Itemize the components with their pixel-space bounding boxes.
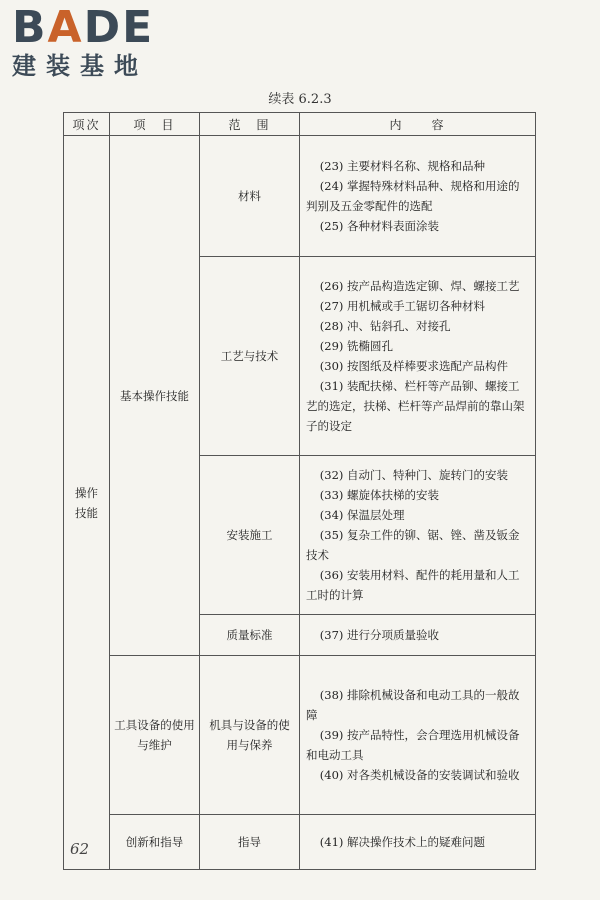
header-category: 项次 [64,113,110,136]
content-item: (29) 铣椭圆孔 [319,339,394,353]
table-row [64,136,536,257]
header-scope: 范 围 [200,113,300,136]
content-item: (40) 对各类机械设备的安装调试和验收 [319,768,520,782]
skills-table [63,112,536,870]
content-item: (35) 复杂工件的铆、锯、锉、凿及钣金技术 [306,528,520,562]
scope-cell-material: 材料 [200,136,300,257]
content-item: (36) 安装用材料、配件的耗用量和人工工时的计算 [306,568,520,602]
content-item: (32) 自动门、特种门、旋转门的安装 [319,468,509,482]
table-caption: 续表 6.2.3 [268,92,332,107]
content-item: (34) 保温层处理 [319,508,405,522]
content-item: (24) 掌握特殊材料品种、规格和用途的判别及五金零配件的选配 [306,179,520,213]
scope-cell-process: 工艺与技术 [200,257,300,456]
scope-cell-machinery: 机具与设备的使用与保养 [200,656,300,815]
scope-cell-install: 安装施工 [200,456,300,615]
content-item: (33) 螺旋体扶梯的安装 [319,488,440,502]
content-item: (23) 主要材料名称、规格和品种 [319,159,486,173]
scope-cell-guidance: 指导 [200,815,300,870]
category-cell: 操作技能 [64,136,110,870]
content-cell-material [300,136,536,257]
header-content: 内 容 [300,113,536,136]
group-cell-tools: 工具设备的使用与维护 [110,656,200,815]
content-cell-process [300,257,536,456]
group-cell-innovation: 创新和指导 [110,815,200,870]
content-cell-guidance [300,815,536,870]
content-item: (26) 按产品构造选定铆、焊、螺接工艺 [319,279,520,293]
content-item: (28) 冲、钻斜孔、对接孔 [319,319,451,333]
logo-text-de: DE [83,2,155,53]
table-row [64,656,536,815]
scope-cell-quality: 质量标准 [200,615,300,656]
content-cell-machinery [300,656,536,815]
content-item: (41) 解决操作技术上的疑难问题 [319,835,486,849]
content-item: (25) 各种材料表面涂装 [319,219,440,233]
content-cell-install [300,456,536,615]
content-item: (37) 进行分项质量验收 [319,628,440,642]
group-cell-basic: 基本操作技能 [110,136,200,656]
header-row [64,113,536,136]
content-item: (31) 装配扶梯、栏杆等产品铆、螺接工艺的选定，扶梯、栏杆等产品焊前的靠山架子的设定 [306,379,525,433]
page-number: 62 [70,840,90,858]
header-item: 项 目 [110,113,200,136]
content-item: (38) 排除机械设备和电动工具的一般故障 [306,688,520,722]
content-item: (30) 按图纸及样棒要求选配产品构件 [319,359,509,373]
logo-text-b: B [12,2,48,53]
logo-text-a: A [47,2,84,53]
table-row [64,815,536,870]
content-item: (27) 用机械或手工锯切各种材料 [319,299,486,313]
content-item: (39) 按产品特性，会合理选用机械设备和电动工具 [306,728,520,762]
logo [12,2,155,80]
content-cell-quality [300,615,536,656]
logo-subtitle: 建装基地 [12,52,148,80]
